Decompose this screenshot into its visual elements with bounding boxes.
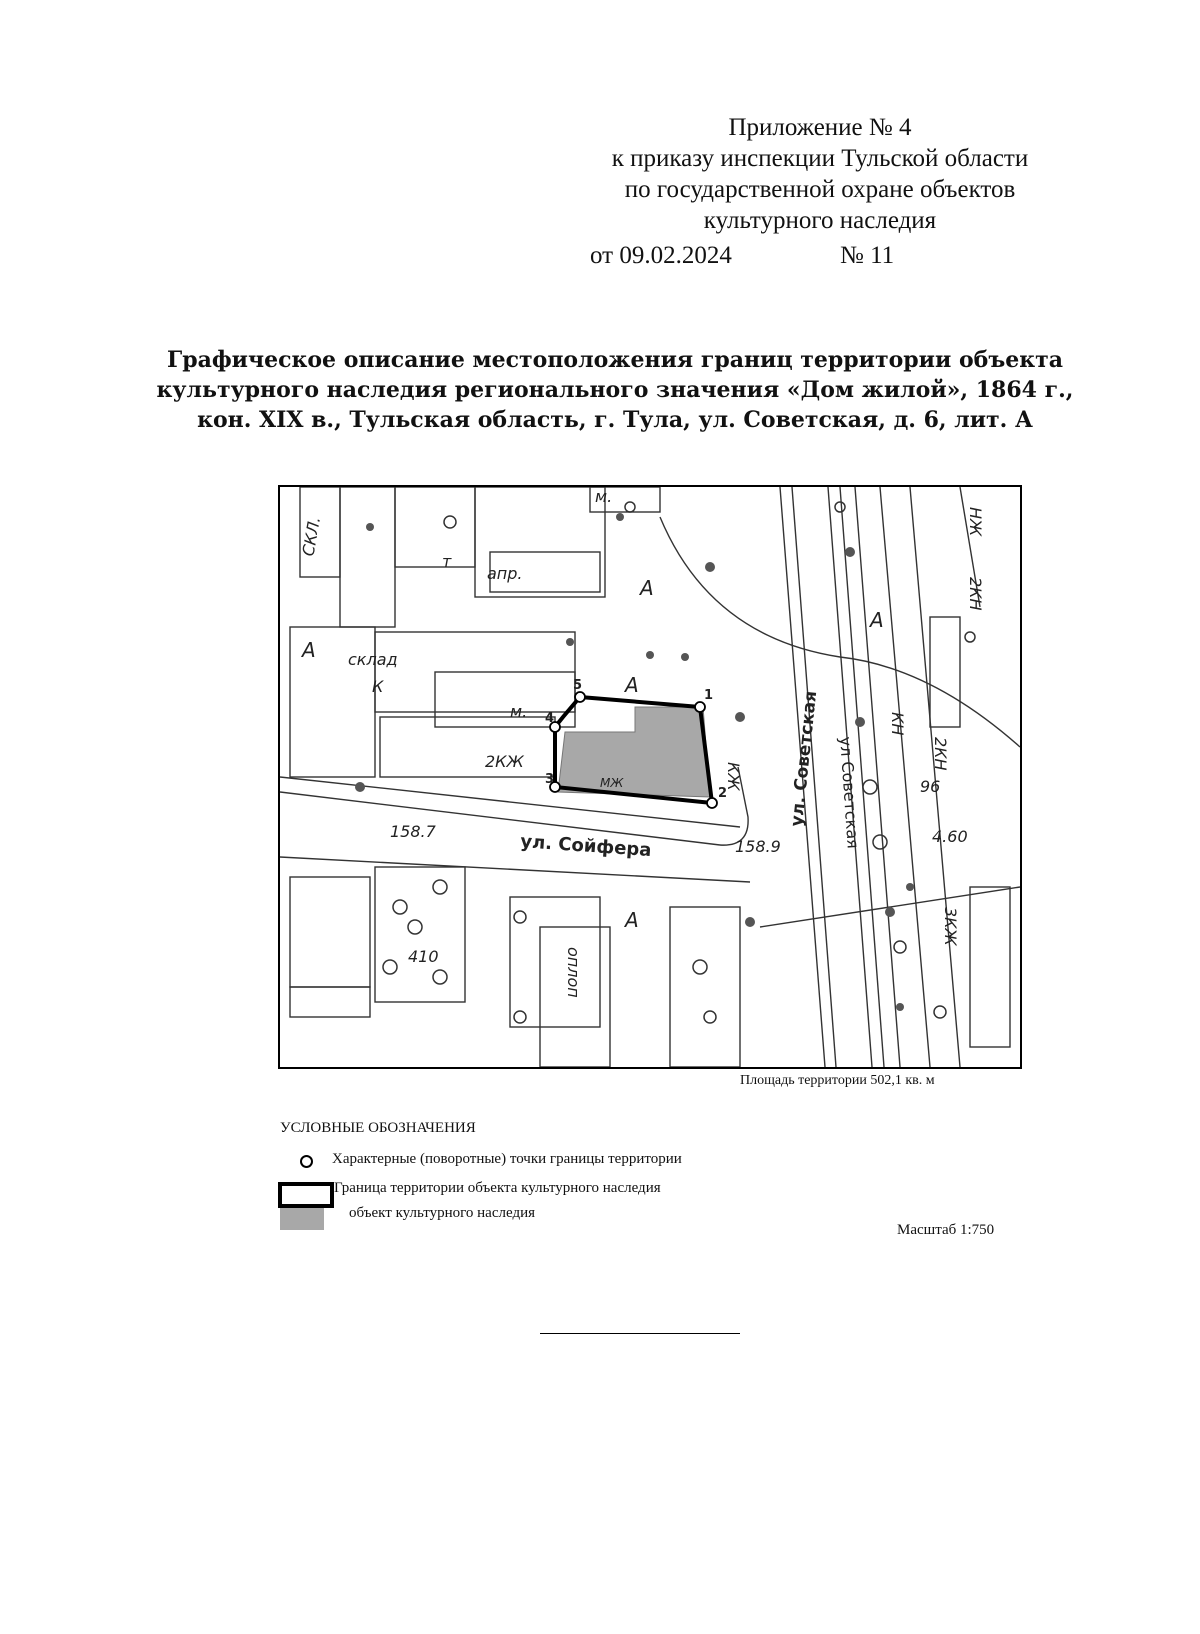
point-label-4: 4 bbox=[545, 711, 555, 726]
label-a-4: А bbox=[625, 908, 639, 932]
boundary-box-icon bbox=[278, 1182, 334, 1208]
label-2kzh: 2КЖ bbox=[485, 752, 524, 771]
scale-note: Масштаб 1:750 bbox=[897, 1222, 995, 1238]
elevation-158-7: 158.7 bbox=[390, 822, 436, 841]
area-note: Площадь территории 502,1 кв. м bbox=[740, 1073, 935, 1088]
title-line-3: кон. XIX в., Тульская область, г. Тула, ул. Советская, д. 6, лит. А bbox=[197, 407, 1033, 433]
appendix-line-1: Приложение № 4 bbox=[728, 114, 912, 141]
label-a-2: А bbox=[625, 673, 639, 697]
label-nzh: НЖ bbox=[966, 507, 985, 537]
label-oplop: оплоп bbox=[564, 947, 583, 998]
legend-item-points: Характерные (поворотные) точки границы территории bbox=[332, 1151, 682, 1167]
legend-item-boundary: Граница территории объекта культурного наследия bbox=[334, 1180, 661, 1196]
point-label-3: 3 bbox=[545, 772, 555, 787]
boundary-point-5 bbox=[575, 692, 585, 702]
legend-item-heritage: объект культурного наследия bbox=[349, 1205, 535, 1221]
label-m-1: м. bbox=[510, 702, 528, 721]
label-k: К bbox=[372, 677, 384, 696]
label-a-5: А bbox=[870, 608, 884, 632]
appendix-header bbox=[560, 112, 1080, 274]
label-m-2: м. bbox=[595, 487, 613, 506]
street-label-soifera: ул. Сойфера bbox=[519, 831, 653, 862]
bottom-divider bbox=[540, 1333, 740, 1334]
label-a-3: А bbox=[302, 638, 316, 662]
label-kn: КН bbox=[888, 712, 907, 736]
point-label-5: 5 bbox=[573, 678, 583, 693]
label-410: 410 bbox=[408, 947, 439, 966]
heritage-object-fill bbox=[558, 707, 710, 797]
street-label-sovetskaya-2: ул Советская bbox=[836, 735, 863, 850]
label-kzh: КЖ bbox=[724, 762, 743, 791]
label-skl: СКЛ. bbox=[298, 515, 325, 558]
street-label-sovetskaya: ул. Советская bbox=[787, 689, 822, 828]
boundary-map bbox=[278, 485, 1022, 1069]
point-label-2: 2 bbox=[718, 786, 728, 801]
label-mzh: МЖ bbox=[600, 776, 624, 790]
appendix-line-2: к приказу инспекции Тульской области bbox=[611, 145, 1029, 172]
elevation-4-60: 4.60 bbox=[932, 827, 968, 846]
circle-icon bbox=[300, 1155, 313, 1168]
elevation-158-9: 158.9 bbox=[735, 837, 781, 856]
label-2kn-2: 2КН bbox=[931, 737, 950, 771]
order-date: от 09.02.2024 bbox=[590, 242, 732, 269]
grey-fill-icon bbox=[280, 1208, 324, 1230]
title-line-1: Графическое описание местоположения границ территории объекта bbox=[167, 347, 1063, 373]
document-title bbox=[150, 345, 1080, 435]
order-number: № 11 bbox=[840, 242, 895, 269]
label-3kzh: 3КЖ bbox=[941, 907, 960, 946]
legend-title: УСЛОВНЫЕ ОБОЗНАЧЕНИЯ bbox=[280, 1120, 476, 1136]
label-sklad: склад bbox=[348, 650, 398, 669]
label-m: т bbox=[442, 552, 452, 571]
map-svg bbox=[280, 487, 1020, 1067]
label-a-1: А bbox=[640, 576, 654, 600]
elevation-96: 96 bbox=[920, 777, 941, 796]
label-2kn-1: 2КН bbox=[966, 577, 985, 611]
label-apr: апр. bbox=[487, 564, 523, 583]
order-reference bbox=[560, 240, 1080, 274]
boundary-point-1 bbox=[695, 702, 705, 712]
appendix-line-3: по государственной охране объектов bbox=[624, 176, 1016, 203]
appendix-line-4: культурного наследия bbox=[703, 207, 937, 234]
point-label-1: 1 bbox=[704, 688, 714, 703]
boundary-point-2 bbox=[707, 798, 717, 808]
title-line-2: культурного наследия регионального значения «Дом жилой», 1864 г., bbox=[156, 377, 1074, 403]
